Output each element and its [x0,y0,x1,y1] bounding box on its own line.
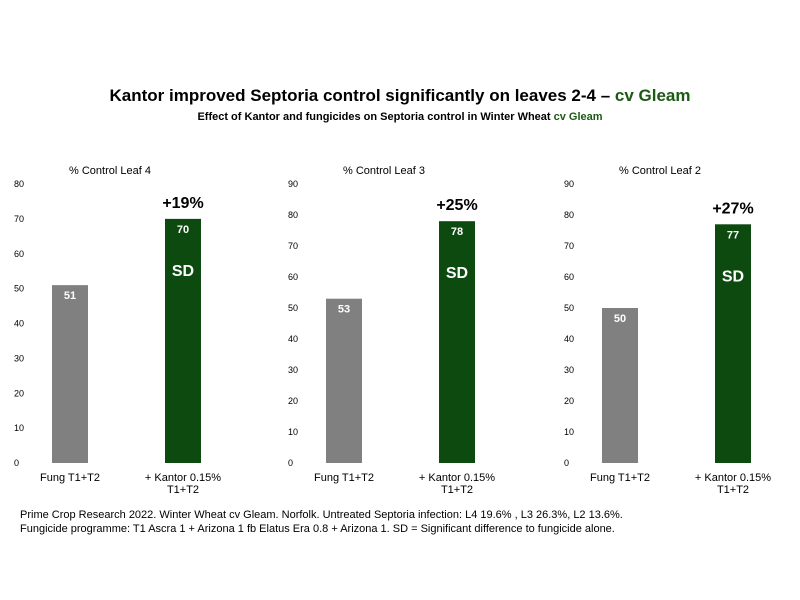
page-subtitle-accent: cv Gleam [553,111,603,123]
chart-1-bar-2 [165,219,201,463]
chart-3-significance-label: SD [721,268,745,286]
chart-2-y-tick-label: 60 [288,272,299,282]
chart-2-y-tick-label: 0 [288,458,294,468]
chart-2-bar-2-data-label: 78 [450,226,464,239]
chart-2-increase-label: +25% [436,197,478,215]
chart-3-bar-2 [715,224,751,463]
chart-2-x-tick-label: + Kantor 0.15% [418,472,496,484]
chart-2-y-tick-label: 90 [288,179,299,189]
chart-1-increase-label: +19% [162,194,204,212]
chart-1-x-tick-label: Fung T1+T2 [39,472,101,484]
page-title-main: Kantor improved Septoria control significantly on leaves 2-4 – [109,86,615,105]
chart-2-x-tick-label: Fung T1+T2 [313,472,375,484]
chart-2-bar-1-data-label: 53 [337,303,351,316]
chart-2-y-tick-label: 20 [288,396,299,406]
chart-2-title: % Control Leaf 3 [343,165,425,177]
page-subtitle-main: Effect of Kantor and fungicides on Septoria control in Winter Wheat [197,111,554,123]
chart-3-y-tick-label: 40 [564,334,575,344]
chart-3-title: % Control Leaf 2 [619,165,701,177]
chart-3-y-tick-label: 20 [564,396,575,406]
chart-3-x-tick-label: T1+T2 [716,484,750,496]
chart-1-significance-label: SD [171,262,195,280]
chart-3-y-tick-label: 90 [564,179,575,189]
footnote-line-2: Fungicide programme: T1 Ascra 1 + Arizona 1 fb Elatus Era 0.8 + Arizona 1. SD = Significant difference to fungicide alone. [20,523,615,535]
chart-1-y-tick-label: 60 [14,248,25,259]
chart-3-x-tick-label: Fung T1+T2 [589,472,651,484]
chart-2-bar-2 [439,221,475,463]
chart-3-bar-2-data-label: 77 [726,229,740,242]
chart-2-x-tick-label: T1+T2 [440,484,474,496]
chart-3-y-tick-label: 80 [564,210,575,220]
footnote [20,508,623,536]
chart-1-title: % Control Leaf 4 [69,165,151,177]
chart-2-bar-1 [326,299,362,463]
chart-1-y-tick-label: 0 [14,458,20,468]
chart-1-x-tick-label: + Kantor 0.15% [144,472,222,484]
chart-3-increase-label: +27% [712,200,754,218]
chart-1-y-tick-label: 40 [14,318,25,329]
footnote-line-1: Prime Crop Research 2022. Winter Wheat cv Gleam. Norfolk. Untreated Septoria infection: L4 19.6% , L3 26.3%, L2 13.6%. [20,509,623,521]
chart-1-y-tick-label: 20 [14,388,25,399]
chart-3-bar-1-data-label: 50 [613,313,627,325]
chart-3-y-tick-label: 60 [564,272,575,282]
chart-2-y-tick-label: 80 [288,210,299,220]
chart-1-y-tick-label: 70 [14,213,25,224]
chart-3-bar-1 [602,308,638,463]
chart-1-y-tick-label: 50 [14,283,25,294]
chart-3-y-tick-label: 70 [564,241,575,251]
chart-2-significance-label: SD [445,265,469,283]
chart-1-bar-1-data-label: 51 [63,290,77,303]
chart-3-y-tick-label: 10 [564,427,575,437]
chart-3-y-tick-label: 50 [564,303,575,313]
chart-2-y-tick-label: 40 [288,334,299,344]
chart-1-bar-1 [52,285,88,463]
chart-1-y-tick-label: 80 [14,179,25,189]
chart-1-y-tick-label: 30 [14,353,25,364]
chart-1-bar-2-data-label: 70 [176,223,190,236]
chart-2-y-tick-label: 30 [288,365,299,375]
chart-3-y-tick-label: 0 [564,458,570,468]
chart-2-y-tick-label: 50 [288,303,299,313]
chart-2-y-tick-label: 70 [288,241,299,251]
chart-1-x-tick-label: T1+T2 [166,484,200,496]
chart-3-y-tick-label: 30 [564,365,575,375]
chart-2-y-tick-label: 10 [288,427,299,437]
chart-1-y-tick-label: 10 [14,423,25,434]
page-title-accent: cv Gleam [614,86,691,105]
chart-3-x-tick-label: + Kantor 0.15% [694,472,772,484]
